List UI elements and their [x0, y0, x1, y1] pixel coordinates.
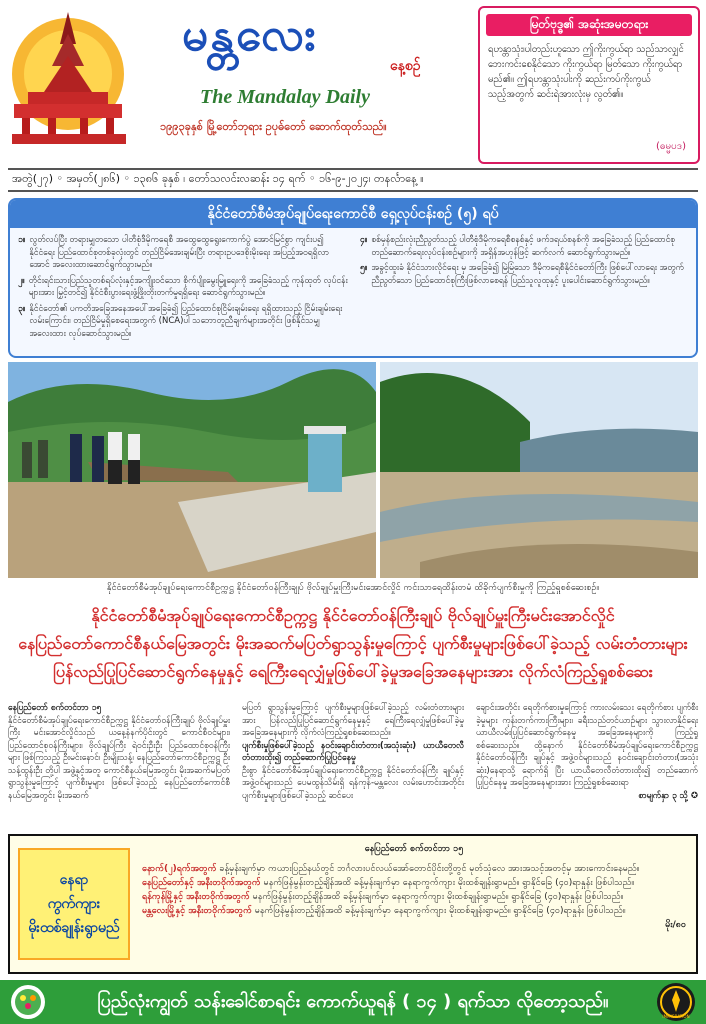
masthead-motto: ၁၉၉၃ခုနှစ် မြို့တော်ဘုရား ဥပုဓ်တော် ဆောက်ထုတ်သည်။	[160, 120, 387, 133]
immigration-logo-text: IMMIGRATION	[662, 1014, 690, 1019]
photo-caption: နိုင်ငံတော်စီမံအုပ်ချုပ်ရေးကောင်စီဥက္ကဋ္ဌ နိုင်ငံတော်ဝန်ကြီးချုပ် ဗိုလ်ချုပ်မှူးကြီးမင်းအောင်လှိုင် ကင်းသာရေထိန်းတမံ ထိခိုက်ပျက်စီးမှုကို ကြည့်ရှုစစ်ဆေးစဉ်။	[106, 583, 600, 593]
weather-forecast-box	[8, 834, 698, 974]
forecast-place: နေပြည်တော်နှင့် အနီးတဝိုက်အတွက်	[142, 878, 261, 888]
objective-number: ၅။	[360, 263, 368, 273]
masthead-subtitle: နေ့စဉ်	[390, 58, 421, 74]
weather-label-line: နေရာ	[59, 872, 89, 888]
banner-text: ပြည်လုံးကျွတ် သန်းခေါင်စာရင်း ကောက်ယူရန် ( ၁၄ ) ရက်သာ လိုတော့သည်။	[97, 990, 609, 1012]
immigration-logo-icon	[656, 982, 696, 1022]
forecast-place: နောက်(၂)ရက်အတွက်	[142, 864, 217, 874]
objective-item	[18, 303, 350, 341]
story-column-1	[8, 702, 230, 802]
objective-text: လွတ်လပ်ပြီး တရားမျှတသော ပါတီစုံဒီမိုကရေစီ အထွေထွေရွေးကောက်ပွဲ အောင်မြင်စွာ ကျင်းပ၍ နိုင်ငံရေး ပြည်ထောင်စုတစ်ခုလုံးတွင် တည်ငြိမ်အေးချမ်းပြီး တရားဥပဒေစိုးမိုးရေး အပြည့်အဝရရှိလာ အောင် အလေးထားဆောင်ရွက်သွားမည်။	[29, 235, 330, 270]
quote-source: (ဓမ္မပဒ)	[655, 141, 686, 152]
objective-number: ၄။	[360, 235, 368, 245]
weather-label-line: မိုးထစ်ချုန်းရွာမည်	[28, 920, 120, 936]
forecast-item	[142, 876, 686, 890]
forecast-item	[142, 904, 686, 918]
weather-label	[18, 848, 130, 960]
story-column-2	[242, 702, 464, 802]
objective-number: ၂။	[18, 275, 25, 286]
objective-number: ၁။	[18, 235, 26, 245]
story-text: မပြတ် ရွာသွန်းမှုကြောင့် ပျက်စီးမှုများဖြစ်ပေါ်ခဲ့သည့် လမ်းတံတားများ အား ပြန်လည်ပြုပြင်ဆောင်ရွက်နေမှုနှင့် ရေကြီးရေလျှံမှုဖြစ်ပေါ်ခဲ့မှု အခြေအနေများကို လိုက်လံကြည့်ရှုစစ်ဆေးသည်။	[242, 703, 464, 738]
story-text: ဦးစွာ နိုင်ငံတော်စီမံအုပ်ချုပ်ရေးကောင်စီဥက္ကဋ္ဌ နိုင်ငံတော်ဝန်ကြီး ချုပ်နှင့် အဖွဲ့ဝင်များသည် ပေမထွန်သိမ်းရှိ ရန်ကုန်-မန္တလေး လမ်းဟောင်းအတိုင်း ပျက်စီးမှုများဖြစ်ပေါ်ခဲ့သည့် ဆင်ပေး	[242, 765, 464, 801]
forecast-place: ရန်ကုန်မြို့နှင့် အနီးတဝိုက်အတွက်	[142, 892, 250, 902]
story-text: နိုင်ငံတော်စီမံအုပ်ချုပ်ရေးကောင်စီဥက္ကဋ္ဌ နိုင်ငံတော်ဝန်ကြီးချုပ် ဗိုလ်ချုပ်မှူးကြီး မင်းအောင်လှိုင်သည် ယနေ့နံနက်ပိုင်းတွင် ကောင်စီဝင်များ၊ ပြည်ထောင်စုဝန်ကြီးများ၊ ဗိုလ်ချုပ်ကြီး ရဲဝင်းဦးဦး ပြည်ထောင်စုဝန်ကြီးများ ဖြစ်ကြသည့် ဦးမင်းနောင်၊ ဦးမျိုးသန့်၊ နေပြည်တော်ကောင်စီဥက္ကဋ္ဌ ဦးသန့်ထွန်းဦး တို့ပါ အဖွဲ့နှင့်အတူ ကောင်စီနယ်မြေအတွင်း မိုးအဆက်မပြတ်ရွာသွန်းမှုကြောင့် ပျက်စီးမှုများ ဖြစ်ပေါ်ခဲ့သည့် နေပြည်တော်ကောင်စီနယ်မြေအတွင်း မိုးအဆက်	[8, 715, 230, 801]
forecast-text: မနက်ဖြန်မွန်းတည့်ချိန်အထိ ခန့်မှန်းချက်မှာ နေရာကွက်ကျား မိုးထစ်ချုန်းရွာမည်။ ရွာနိုင်ခြေ (၄၀)ရာနှုန်း ဖြစ်ပါသည်။	[251, 906, 626, 916]
headline-line-3: ပြန်လည်ပြုပြင်ဆောင်ရွက်နေမှုနှင့် ရေကြီးရေလျှံမှုဖြစ်ပေါ်ခဲ့မှုအခြေအနေများအား လိုက်လံကြည့်ရှုစစ်ဆေး	[53, 662, 653, 681]
forecast-dateline: နေပြည်တော် စက်တင်ဘာ ၁၅	[364, 844, 464, 854]
headline-line-2: နေပြည်တော်ကောင်စီနယ်မြေအတွင်း မိုးအဆက်မပြတ်ရွာသွန်းမှုကြောင့် ပျက်စီးမှုများဖြစ်ပေါ်ခဲ့သည့် လမ်းတံတားများ	[18, 634, 688, 653]
headline-line-1: နိုင်ငံတော်စီမံအုပ်ချုပ်ရေးကောင်စီဥက္ကဋ္ဌ နိုင်ငံတော်ဝန်ကြီးချုပ် ဗိုလ်ချုပ်မှူးကြီးမင်းအောင်လှိုင်	[91, 606, 615, 625]
objective-text: စစ်မှန်စည်းလုံးညီညွတ်သည့် ပါတီစုံဒီမိုကရေစီစနစ်နှင့် ဖက်ဒရယ်စနစ်ကို အခြေခံသည့် ပြည်ထောင်စုတည်ဆောက်ရေးလုပ်ငန်းစဉ်များကို အရှိန်အဟုန်ဖြင့် ဆက်လက် ဆောင်ရွက်သွားမည်။	[371, 235, 676, 258]
forecast-item	[142, 890, 686, 904]
masthead-title: မန္တလေး	[182, 7, 318, 61]
objective-number: ၃။	[18, 303, 26, 314]
census-logo-icon	[10, 984, 46, 1020]
forecast-place: မန္တလေးမြို့နှင့် အနီးတဝိုက်အတွက်	[142, 906, 252, 916]
quote-body: ရဟန္တာသုံး၊ပါတည်းဟူသော ဤကိုးကွယ်ရာ သည်သာလျှင် ဘေးကင်းစေနိုင်သော ကိုးကွယ်ရာ မြတ်သော ကိုးကွယ်ရာမည်၏။ ဤရဟန္တာသုံးပါးကို ဆည်းကပ်ကိုးကွယ်သည့်အတွက် ဆင်းရဲအားလုံးမှ လွတ်၏။	[488, 44, 684, 100]
forecast-text: ခန့်မှန်းချက်မှာ ကယားပြည်နယ်တွင် ဘင်္ဂလားပင်လယ်အော်တောင်ပိုင်းတို့တွင် မုတ်သုံလေ အားအသင့်အတင့်မှ အားကောင်းနေမည်။	[216, 864, 640, 874]
main-headline	[8, 602, 698, 686]
english-title: The Mandalay Daily	[200, 86, 370, 108]
objective-text: နိုင်ငံတော်၏ ပကတိအခြေအနေအပေါ်အခြေခံ၍ ပြည်ထောင်စုငြိမ်းချမ်းရေး ရရှိထားသည့် ငြိမ်းချမ်းရေးလမ်းကြောင်း၊ တည်ငြိမ်မှုရှိစေရေးအတွက် (NCA)ပါ သဘောတူညီချက်များအတိုင်း ဖြစ်နိုင်သမျှ အလေးထား လုပ်ဆောင်သွားမည်။	[29, 303, 343, 339]
story-dateline: နေပြည်တော် စက်တင်ဘာ ၁၅	[8, 703, 102, 713]
objectives-col-left	[18, 234, 350, 343]
story-text: ချောင်းအတိုင်း ရေတိုက်စားမှုကြောင့် ကားလမ်းသေး ရေတိုက်စား ပျက်စီးခဲ့မှုများ ကုန်းတက်ကားကြီးများ၊ ခရီးသည်တင်ယာဉ်များ သွားလာနိုင်ရေး ယာယီလမ်းပြုပြင်ဆောင်ရွက်နေမှု အခြေအနေများကို ကြည့်ရှုစစ်ဆေးသည်။ ထို့နောက် နိုင်ငံတော်စီမံအုပ်ချုပ်ရေးကောင်စီဥက္ကဋ္ဌ နိုင်ငံတော်ဝန်ကြီး ချုပ်နှင့် အဖွဲ့ဝင်များသည် နဝင်းချောင်းတံတား(အသုံးဆုံး)နေရာသို့ ရောက်ရှိ ပြီး ယာယီတေလီတံတားထိုး၍ တည်ဆောက်ပြုပြင်နေမှု အခြေအနေများအား ကြည့်ရှုစစ်ဆေးရာ	[476, 703, 698, 788]
story-subhead: ပျက်စီးမှုဖြစ်ပေါ်ခဲ့သည့် နဝင်းချောင်းတံတား(အသုံးဆုံး) ယာယီတေလီတံတားထိုး၍ တည်ဆောက်ပြုပြင်နေမှု	[242, 740, 464, 763]
forecast-text: မနက်ဖြန်မွန်းတည့်ချိန်အထိ ခန့်မှန်းချက်မှာ နေရာကွက်ကျား မိုးထစ်ချုန်းရွာမည်။ ရွာနိုင်ခြေ (၄၀)ရာနှုန်း ဖြစ်ပါသည်။	[249, 892, 624, 902]
story-column-3	[476, 702, 698, 802]
objective-item	[360, 234, 692, 259]
objective-item	[18, 275, 350, 300]
weather-label-line: ကွက်ကျား	[47, 896, 101, 912]
forecast-item	[142, 862, 686, 876]
buddha-quote-box	[478, 6, 700, 164]
photo-flooded-riverbed	[380, 362, 698, 578]
forecast-signature: မိုး/၈၀	[665, 920, 686, 930]
objective-text: တိုင်းရင်းသားပြည်သူတစ်ရပ်လုံးနှင့်အကျိုးဝင်သော စိုက်ပျိုးမွေးမြူရေးကို အခြေခံသည့် ကုန်ထုတ် လုပ်ငန်းများအား မြှင့်တင်၍ နိုင်ငံစီးပွားရေးဖွံ့ဖြိုးတိုးတက်မှုရရှိရေး ဆောင်ရွက်သွားမည်။	[28, 275, 348, 298]
objectives-title: နိုင်ငံတော်စီမံအုပ်ချုပ်ရေးကောင်စီ ရှေ့လုပ်ငန်းစဉ် (၅) ရပ်	[10, 200, 696, 228]
forecast-list	[142, 842, 686, 932]
objective-item	[18, 234, 350, 272]
objective-text: အခွင့်ထူးခံ နိုင်ငံသားလိုင်ရေး မှ အခြေခံ၍ မြဲမြံသော ဒီမိုကရေစီနိုင်ငံတော်ကြီး ဖြစ်ပေါ်လာရေး အတွက် ညီညွတ်သော ပြည်ထောင်စုကြီးဖြစ်လာစေရန် ပြည်သူလူထုနှင့် ပူးပေါင်းဆောင်ရွက်သွားမည်။	[371, 263, 684, 286]
forecast-text: မနက်ဖြန်မွန်းတည့်ချိန်အထိ ခန့်မှန်းချက်မှာ နေရာကွက်ကျား မိုးထစ်ချုန်းရွာမည်။ ရွာနိုင်ခြေ (၄၀)ရာနှုန်း ဖြစ်ပါသည်။	[260, 878, 635, 888]
quote-header: မြတ်ဗုဒ္ဓ၏ အဆုံးအမတရား	[486, 14, 692, 36]
five-objectives-box	[8, 198, 698, 358]
census-banner	[0, 980, 706, 1024]
photo-inspection-dam	[8, 362, 376, 578]
objective-item	[360, 262, 692, 287]
dateline: အတွဲ(၂၇) ◦ အမှတ်(၂၈၆) ◦ ၁၃၈၆ ခုနှစ် ၊ တော်သလင်းလဆန်း ၁၄ ရက် ◦ ၁၆-၉-၂၀၂၄၊ တနင်္လာနေ့ ။	[8, 168, 698, 192]
pagoda-logo-icon	[8, 4, 178, 164]
continue-marker: စာမျက်နှာ ၃ သို့ ✪	[638, 790, 698, 801]
objectives-col-right	[360, 234, 692, 290]
